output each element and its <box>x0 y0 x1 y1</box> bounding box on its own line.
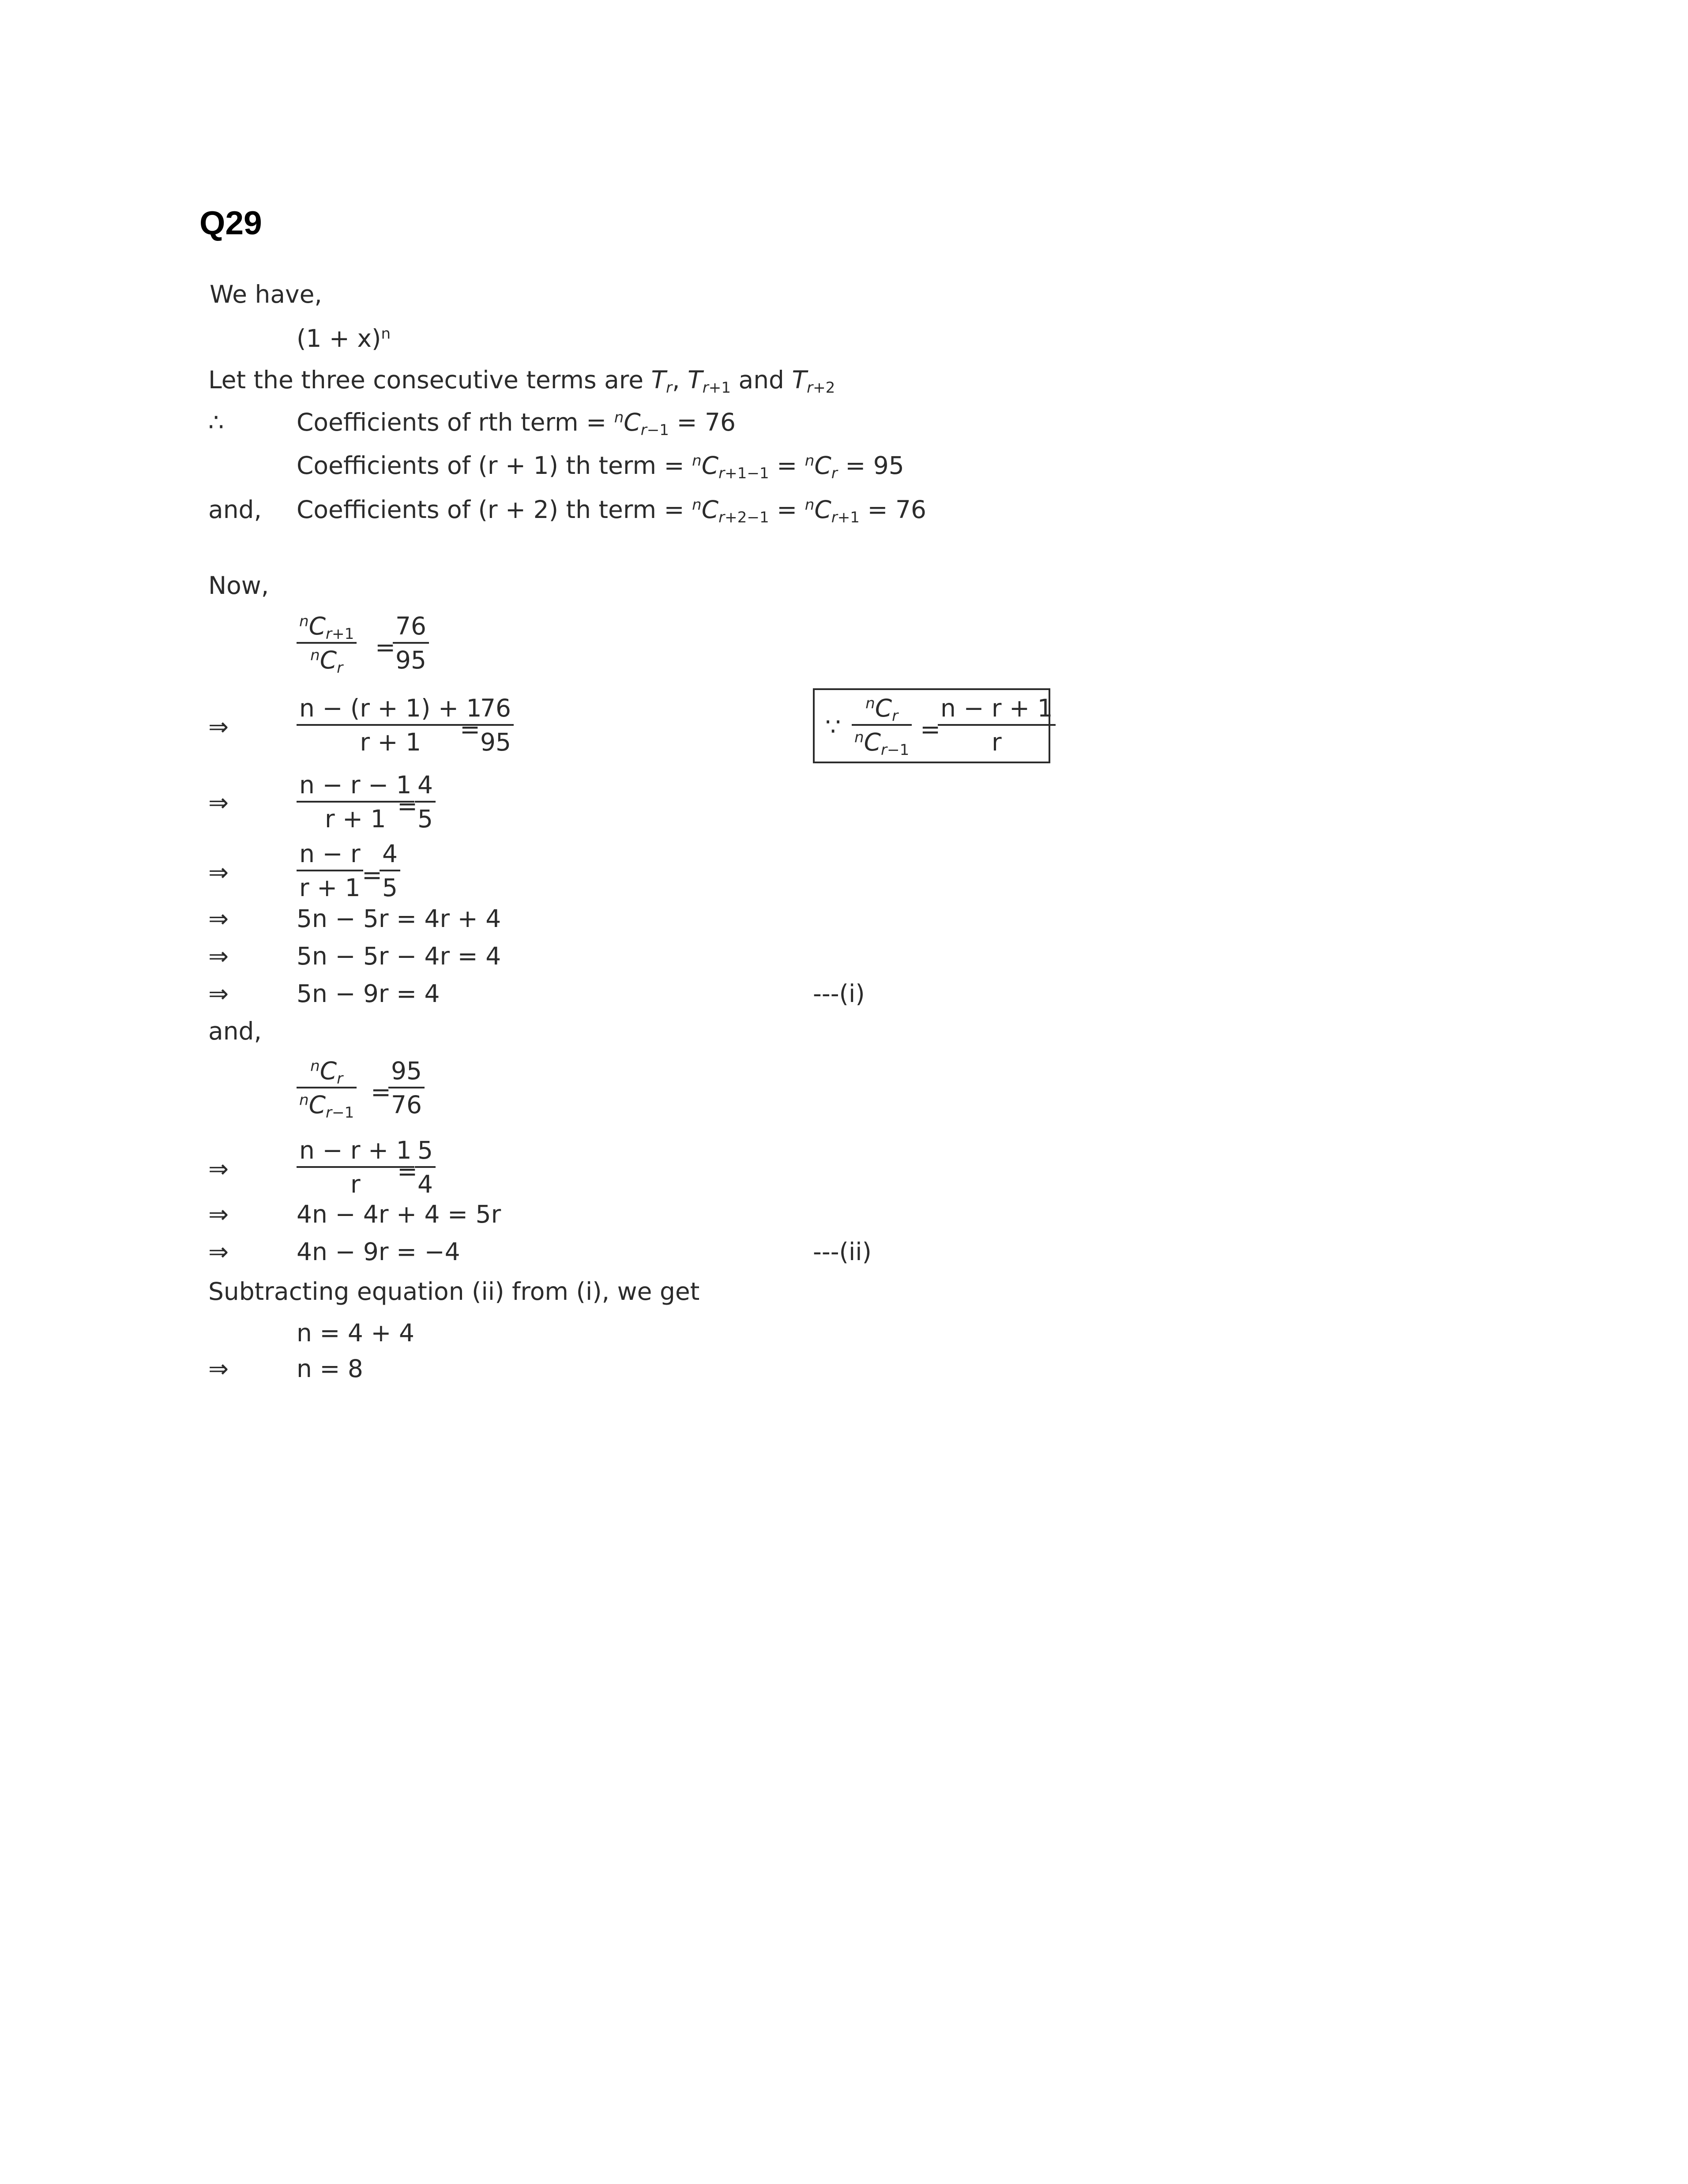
note-lhs: $^nC_r$ $^nC_{r-1}$ <box>852 696 912 754</box>
implies-symbol: ⇒ <box>208 942 229 970</box>
coefficient-line-1: Coefficients of rth term = $^nC_{r-1} = 76$ <box>297 408 736 439</box>
implies-symbol: ⇒ <box>208 1355 229 1383</box>
final-answer: n = 8 <box>297 1355 363 1383</box>
equation-line: 5n − 9r = 4 <box>297 979 440 1008</box>
step4-rhs: 4 5 <box>380 842 400 900</box>
question-title: Q29 <box>199 204 262 241</box>
coefficient-line-2: Coefficients of (r + 1) th term = $^nC_{r+1-1} = ^nC_r = 95$ <box>297 451 904 483</box>
step3-lhs: n − r − 1 r + 1 <box>297 773 414 831</box>
step6-lhs: n − r + 1 r <box>297 1138 414 1197</box>
coefficient-line-2-value: 95 <box>873 451 904 480</box>
coefficient-line-2-text: Coefficients of (r + 1) th term = <box>297 451 684 480</box>
therefore-symbol: ∴ <box>208 408 224 436</box>
final-line: n = 4 + 4 <box>297 1319 414 1347</box>
implies-symbol: ⇒ <box>208 979 229 1008</box>
implies-symbol: ⇒ <box>208 1238 229 1266</box>
implies-symbol: ⇒ <box>208 788 229 817</box>
equation-line: 5n − 5r − 4r = 4 <box>297 942 501 970</box>
implies-symbol: ⇒ <box>208 1155 229 1183</box>
ratio2-lhs: $^nC_r$ $^nC_{r-1}$ <box>297 1059 357 1117</box>
ratio1-rhs: 76 95 <box>393 614 429 672</box>
because-symbol: ∵ <box>825 713 841 741</box>
ratio2-rhs: 95 76 <box>388 1059 425 1117</box>
implies-symbol: ⇒ <box>208 904 229 933</box>
equation-line: 5n − 5r = 4r + 4 <box>297 904 501 933</box>
let-text: Let the three consecutive terms are <box>208 366 644 394</box>
binomial-power: n <box>381 325 391 343</box>
implies-symbol: ⇒ <box>208 713 229 741</box>
subtracting-text: Subtracting equation (ii) from (i), we get <box>208 1277 700 1306</box>
coefficient-line-1-text: Coefficients of rth term = <box>297 408 607 436</box>
binomial-expression <box>297 326 391 351</box>
coefficient-line-3-text: Coefficients of (r + 2) th term = <box>297 495 684 524</box>
equation-tag-ii: ---(ii) <box>813 1238 872 1266</box>
step6-rhs: 5 4 <box>415 1138 436 1197</box>
equation-line: 4n − 9r = −4 <box>297 1238 460 1266</box>
implies-symbol: ⇒ <box>208 1200 229 1228</box>
now-label: Now, <box>208 571 269 600</box>
step2-lhs: n − (r + 1) + 1 r + 1 <box>297 696 485 754</box>
implies-symbol: ⇒ <box>208 858 229 886</box>
coefficient-line-1-value: 76 <box>705 408 736 436</box>
terms-and: and <box>738 366 784 394</box>
binomial-base: (1 + x) <box>297 324 381 353</box>
note-rhs: n − r + 1 r <box>938 696 1056 754</box>
we-have-label: We have, <box>210 280 322 308</box>
and-label-1: and, <box>208 495 262 524</box>
consecutive-terms-line: Let the three consecutive terms are $T_r$, $T_{r+1}$ and $T_{r+2}$ <box>208 366 835 397</box>
step4-lhs: n − r r + 1 <box>297 842 363 900</box>
step3-rhs: 4 5 <box>415 773 436 831</box>
coefficient-line-3-value: 76 <box>895 495 927 524</box>
and-label-2: and, <box>208 1017 262 1045</box>
coefficient-line-3: Coefficients of (r + 2) th term = $^nC_{r+2-1} = ^nC_{r+1} = 76$ <box>297 495 927 527</box>
equation-tag-i: ---(i) <box>813 979 865 1008</box>
equation-line: 4n − 4r + 4 = 5r <box>297 1200 501 1228</box>
ratio1-lhs: $^nC_{r+1}$ $^nC_r$ <box>297 614 357 672</box>
step2-rhs: 76 95 <box>477 696 514 754</box>
